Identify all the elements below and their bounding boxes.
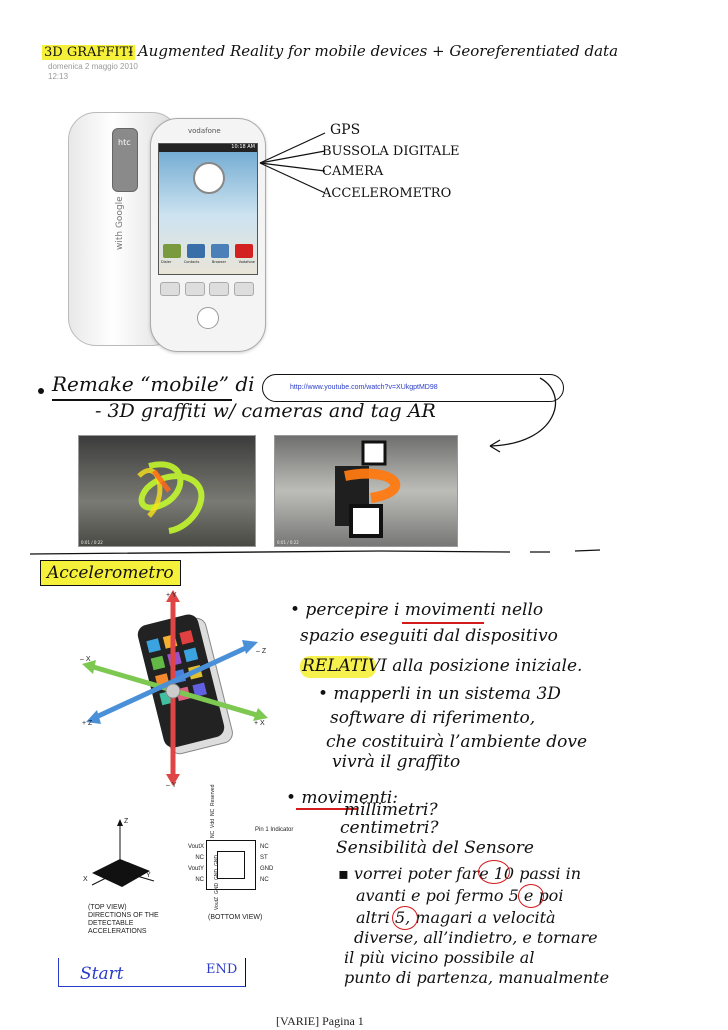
top-view-label: (TOP VIEW) [88,904,127,911]
note-time: 12:13 [48,72,69,81]
page-title: - Augmented Reality for mobile devices + Georeferentiated data [128,42,619,60]
pin-label: VoutX [187,844,204,850]
browser-icon [211,244,229,258]
axis-label-plus-y: + Y [166,592,177,599]
chip-bottom-pins [214,854,220,910]
chip-axis-z: Z [124,818,129,825]
axis-label-minus-z: – Z [256,648,267,655]
trackball [197,307,219,329]
accel-note-5: software di riferimento, [330,708,536,728]
clock-icon [193,162,225,194]
circle-5b [392,906,418,930]
accel-note-7: vivrà il graffito [332,752,461,772]
movement-line-2: millimetri? [344,800,438,820]
vodafone-app-icon [235,244,253,258]
chip-axis-y: Y [146,872,151,879]
movement-line-1: • movimenti: [286,788,398,808]
accelerometer-axes-diagram [60,588,290,793]
movement-line-10: punto di partenza, manualmente [344,968,610,987]
htc-logo: htc [118,138,131,147]
status-time: 10:18 AM [231,144,255,150]
accel-note-4: • mapperli in un sistema 3D [318,684,561,704]
sensor-arrows [255,125,330,205]
pin-label: Vdd [210,818,216,828]
sensor-camera: CAMERA [322,164,384,179]
dock-label: Vodafone [238,260,255,264]
movement-line-5: ▪ vorrei poter fare 10 passi in [338,864,582,883]
video-timecode: 0:01 / 0:22 [277,540,299,545]
pin-label: NC [210,808,216,816]
bullet-dot [38,388,44,394]
flow-end: END [206,962,238,977]
movement-line-3: centimetri? [340,818,439,838]
contacts-icon [187,244,205,258]
pin-label: NC [195,877,204,883]
video-thumbnail-1[interactable] [78,435,256,547]
phone-screen [158,143,258,275]
axis-label-plus-x: + X [254,720,265,727]
dialer-icon [163,244,181,258]
movement-line-7: altri 5, magari a velocità [356,908,556,927]
pin-label: Reserved [210,784,216,806]
pin-label: ST [260,855,268,861]
phone-image [60,110,270,350]
chip-caption-3: ACCELERATIONS [88,928,147,935]
pin-label: GND [260,866,274,872]
accel-note-3: RELATIVI alla posizione iniziale. [302,656,583,676]
with-google-logo: with Google [115,196,125,250]
axis-label-plus-z: + Z [82,720,93,727]
movement-line-8: diverse, all’indietro, e tornare [354,928,598,947]
axis-label-minus-x: – X [80,656,91,663]
chip-top-pins [210,784,216,838]
note-date: domenica 2 maggio 2010 [48,62,138,71]
movimenti-underline [402,622,484,624]
phone-buttons [160,282,254,302]
chip-right-pins [260,842,273,886]
page-footer: [VARIE] Pagina 1 [276,1014,364,1028]
remake-heading: Remake “mobile” di [52,372,255,396]
title-tag: 3D GRAFFITI [44,45,134,60]
movement-line-6: avanti e poi fermo 5 e poi [356,886,564,905]
dock-label: Dialer [161,260,172,264]
graffiti-strokes [79,436,255,546]
accel-note-2: spazio eseguiti dal dispositivo [300,626,558,646]
vodafone-logo: vodafone [188,127,221,135]
accelerometer-title: Accelerometro [40,560,181,586]
loop-arrow [440,374,560,454]
remake-subline: - 3D graffiti w/ cameras and tag AR [95,400,436,422]
chip-axis-x: X [83,876,88,883]
axis-label-minus-y: – Y [166,782,177,789]
pin-label: NC [260,877,269,883]
chip-left-pins [184,842,204,886]
chip-caption-1: DIRECTIONS OF THE [88,912,159,919]
dock-labels [161,260,255,264]
sensor-accelerometer: ACCELEROMETRO [322,186,452,201]
pin-label: VoutZ [214,896,220,910]
chip-caption-2: DETECTABLE [88,920,134,927]
accel-note-6: che costituirà l’ambiente dove [326,732,588,752]
pin-label: NC [260,844,269,850]
pin-label: GND [214,882,220,894]
video-thumbnail-2[interactable] [274,435,458,547]
pin-label: NC [195,855,204,861]
bottom-view-label: (BOTTOM VIEW) [208,914,263,921]
pin-label: GND [214,854,220,866]
pin-label: NC [210,830,216,838]
sensor-gps: GPS [330,122,361,138]
dock-label: Contacts [183,260,200,264]
flow-start: Start [80,964,124,984]
accel-note-1: • percepire i movimenti nello [290,600,544,620]
pin-label: VoutY [187,866,204,872]
ar-tag-scene [275,436,457,546]
pin-label: GND [214,868,220,880]
chip-top-view [78,815,168,905]
circle-5a [518,884,544,908]
movement-line-9: il più vicino possibile al [344,948,535,967]
movement-line-4: Sensibilità del Sensore [336,838,534,858]
video-timecode: 0:01 / 0:22 [81,540,103,545]
circle-10 [478,860,510,884]
youtube-link[interactable]: http://www.youtube.com/watch?v=XUkgptMD98 [290,384,438,391]
sensor-compass: BUSSOLA DIGITALE [322,144,460,159]
pin1-indicator: Pin 1 Indicator [255,827,294,833]
dock-label: Browser [211,260,227,264]
section-divider [30,545,700,557]
app-dock [163,244,253,270]
